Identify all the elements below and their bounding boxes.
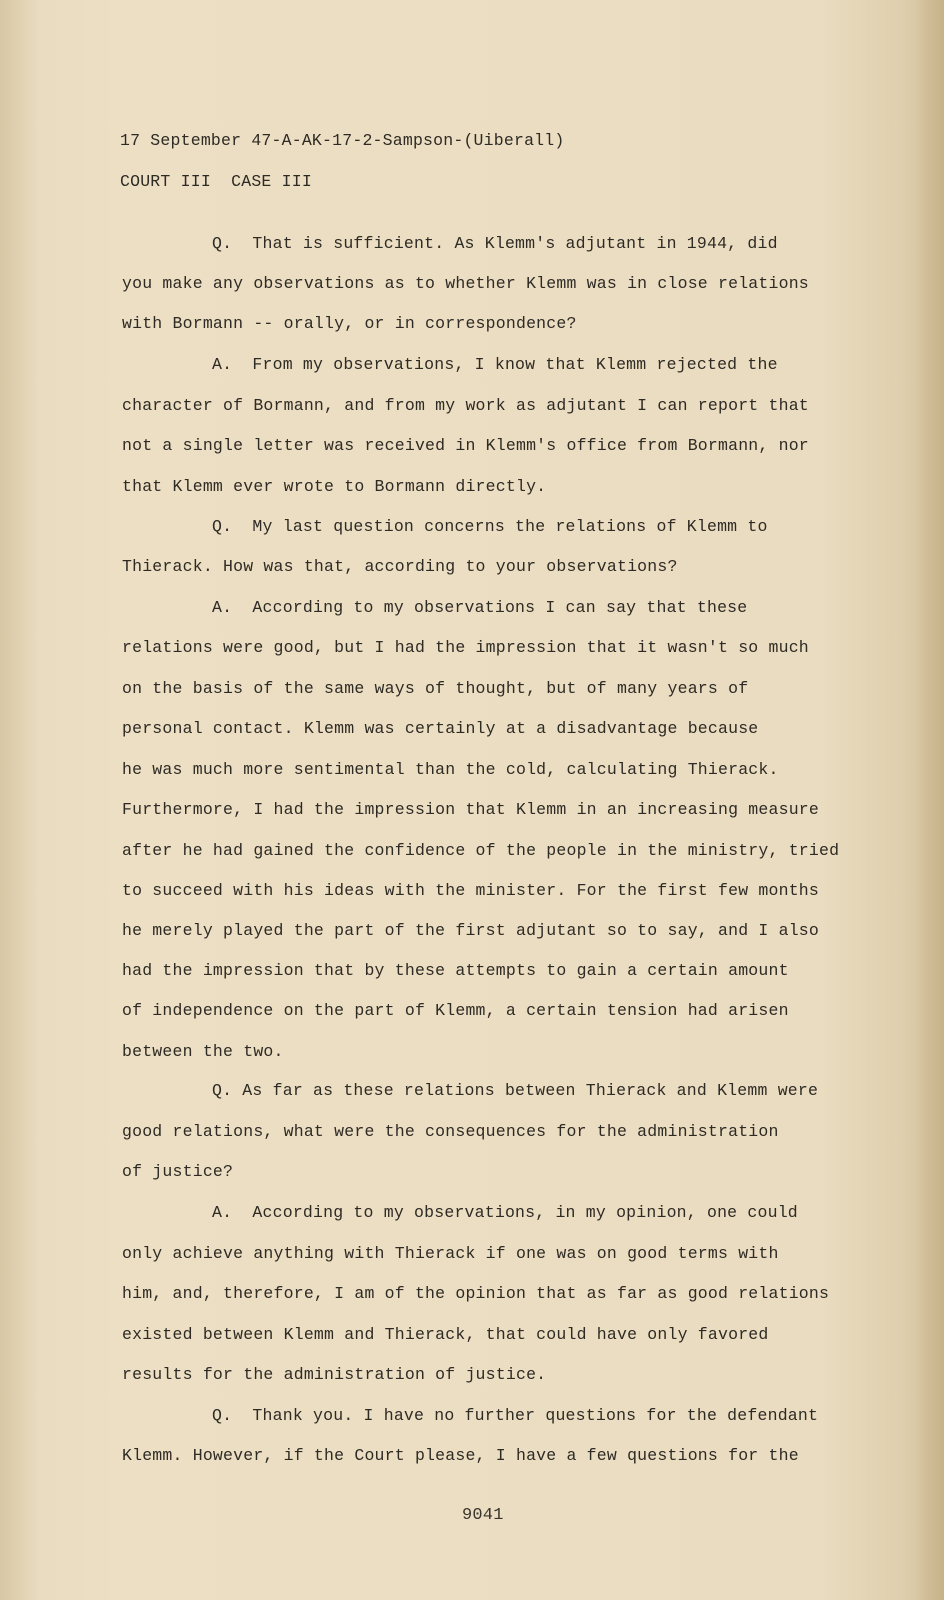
transcript-line: with Bormann -- orally, or in correspondence? bbox=[122, 314, 577, 333]
transcript-line: character of Bormann, and from my work as adjutant I can report that bbox=[122, 396, 809, 415]
transcript-line: results for the administration of justice. bbox=[122, 1365, 547, 1384]
transcript-line: Thierack. How was that, according to your observations? bbox=[122, 557, 678, 576]
page-number: 9041 bbox=[462, 1506, 504, 1525]
transcript-line: of justice? bbox=[122, 1162, 234, 1181]
transcript-line: Q. As far as these relations between Thierack and Klemm were bbox=[212, 1081, 819, 1100]
transcript-line: personal contact. Klemm was certainly at a disadvantage because bbox=[122, 719, 759, 738]
transcript-line: of independence on the part of Klemm, a certain tension had arisen bbox=[122, 1001, 789, 1020]
transcript-line: him, and, therefore, I am of the opinion that as far as good relations bbox=[122, 1284, 830, 1303]
transcript-line: between the two. bbox=[122, 1042, 284, 1061]
transcript-line: Klemm. However, if the Court please, I have a few questions for the bbox=[122, 1446, 799, 1465]
transcript-line: Q. Thank you. I have no further questions for the defendant bbox=[212, 1406, 819, 1425]
transcript-line: on the basis of the same ways of thought, but of many years of bbox=[122, 679, 749, 698]
transcript-line: not a single letter was received in Klemm's office from Bormann, nor bbox=[122, 436, 809, 455]
header-court-case: COURT III CASE III bbox=[120, 172, 312, 191]
transcript-line: relations were good, but I had the impression that it wasn't so much bbox=[122, 638, 809, 657]
transcript-line: good relations, what were the consequences for the administration bbox=[122, 1122, 779, 1141]
transcript-line: only achieve anything with Thierack if one was on good terms with bbox=[122, 1244, 779, 1263]
transcript-line: Q. My last question concerns the relations of Klemm to bbox=[212, 517, 768, 536]
transcript-line: you make any observations as to whether Klemm was in close relations bbox=[122, 274, 809, 293]
transcript-line: Furthermore, I had the impression that Klemm in an increasing measure bbox=[122, 800, 820, 819]
transcript-line: A. From my observations, I know that Klemm rejected the bbox=[212, 355, 778, 374]
transcript-line: to succeed with his ideas with the minister. For the first few months bbox=[122, 881, 820, 900]
transcript-line: A. According to my observations, in my opinion, one could bbox=[212, 1203, 798, 1222]
transcript-line: he merely played the part of the first adjutant so to say, and I also bbox=[122, 921, 820, 940]
transcript-line: after he had gained the confidence of the people in the ministry, tried bbox=[122, 841, 840, 860]
transcript-line: he was much more sentimental than the cold, calculating Thierack. bbox=[122, 760, 779, 779]
header-date-line: 17 September 47-A-AK-17-2-Sampson-(Uiberall) bbox=[120, 131, 565, 150]
transcript-line: existed between Klemm and Thierack, that could have only favored bbox=[122, 1325, 769, 1344]
transcript-line: had the impression that by these attempts to gain a certain amount bbox=[122, 961, 789, 980]
transcript-line: A. According to my observations I can say that these bbox=[212, 598, 748, 617]
transcript-line: that Klemm ever wrote to Bormann directly. bbox=[122, 477, 547, 496]
transcript-line: Q. That is sufficient. As Klemm's adjutant in 1944, did bbox=[212, 234, 778, 253]
